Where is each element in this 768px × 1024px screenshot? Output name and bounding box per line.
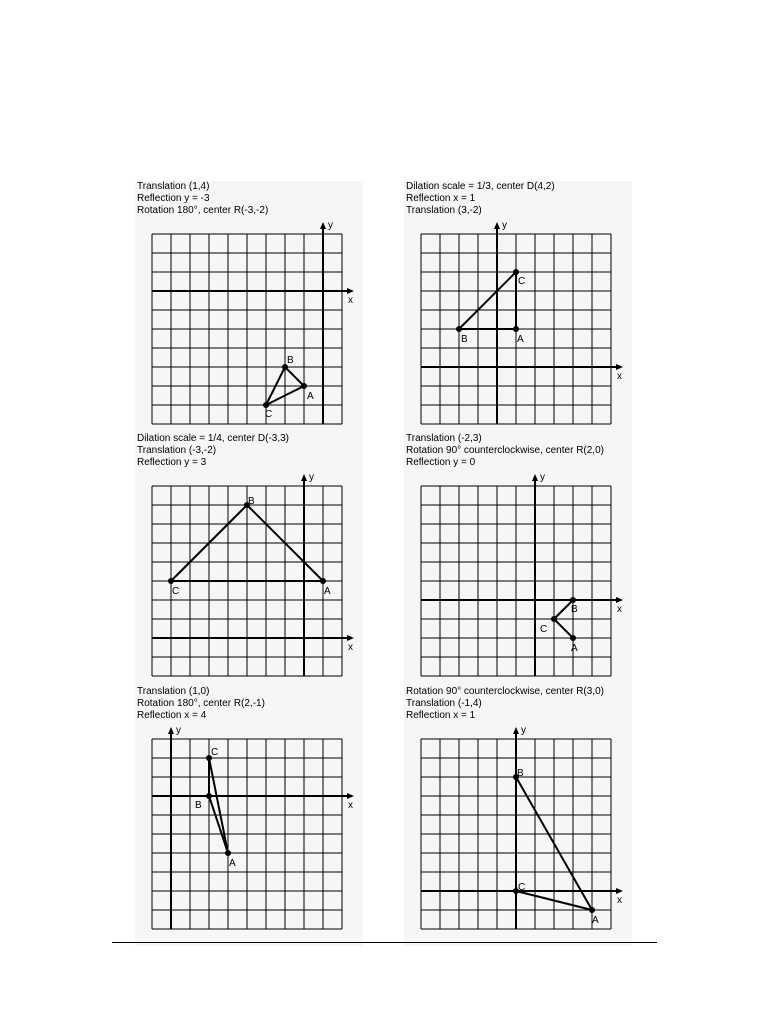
x-axis-arrow	[616, 597, 623, 603]
problem-panel-4	[404, 433, 632, 693]
vertex-label: A	[324, 586, 331, 597]
vertex-point	[570, 597, 576, 603]
vertex-point	[320, 578, 326, 584]
y-axis-label: y	[540, 472, 545, 483]
caption-line: Reflection y = 3	[137, 457, 207, 468]
problem-panel-6	[404, 686, 632, 946]
x-axis-arrow	[347, 793, 354, 799]
triangle-side	[554, 619, 573, 638]
caption-line: Translation (-1,4)	[406, 698, 482, 709]
vertex-point	[301, 383, 307, 389]
vertex-point	[225, 850, 231, 856]
caption-line: Rotation 90° counterclockwise, center R(2,0)	[406, 445, 604, 456]
vertex-label: C	[172, 586, 180, 597]
caption-line: Dilation scale = 1/4, center D(-3,3)	[137, 433, 290, 444]
caption-line: Translation (1,4)	[137, 181, 210, 192]
vertex-label: C	[540, 624, 548, 635]
triangle-side	[285, 367, 304, 386]
y-axis-label: y	[328, 220, 333, 231]
y-axis-arrow	[168, 727, 174, 734]
vertex-label: A	[229, 858, 236, 869]
y-axis-arrow	[513, 727, 519, 734]
caption-line: Rotation 180°, center R(2,-1)	[137, 698, 265, 709]
caption-line: Reflection y = -3	[137, 193, 210, 204]
caption-line: Reflection x = 1	[406, 710, 476, 721]
caption-line: Reflection x = 1	[406, 193, 476, 204]
caption-line: Reflection y = 0	[406, 457, 476, 468]
vertex-label: A	[517, 334, 524, 345]
vertex-label: C	[211, 747, 219, 758]
vertex-label: B	[195, 800, 202, 811]
x-axis-label: x	[617, 371, 622, 382]
problem-panel-5	[135, 686, 363, 946]
y-axis-label: y	[309, 472, 314, 483]
coordinate-grid	[135, 433, 363, 693]
vertex-label: A	[307, 391, 314, 402]
vertex-point	[551, 616, 557, 622]
x-axis-arrow	[347, 288, 354, 294]
coordinate-grid	[404, 686, 632, 946]
coordinate-grid	[404, 181, 632, 441]
vertex-point	[456, 326, 462, 332]
caption-line: Translation (3,-2)	[406, 205, 482, 216]
vertex-label: B	[287, 355, 294, 366]
y-axis-arrow	[301, 474, 307, 481]
x-axis-arrow	[616, 888, 623, 894]
coordinate-grid	[135, 181, 363, 441]
vertex-point	[168, 578, 174, 584]
caption-line: Translation (-2,3)	[406, 433, 482, 444]
vertex-label: C	[518, 276, 526, 287]
x-axis-label: x	[348, 642, 353, 653]
vertex-point	[589, 907, 595, 913]
problem-panel-1	[135, 181, 363, 441]
y-axis-arrow	[494, 222, 500, 229]
y-axis-arrow	[532, 474, 538, 481]
y-axis-label: y	[521, 725, 526, 736]
x-axis-label: x	[617, 604, 622, 615]
vertex-point	[570, 635, 576, 641]
y-axis-label: y	[502, 220, 507, 231]
y-axis-arrow	[320, 222, 326, 229]
x-axis-label: x	[348, 800, 353, 811]
caption-line: Reflection x = 4	[137, 710, 207, 721]
vertex-label: A	[571, 643, 578, 654]
x-axis-label: x	[348, 295, 353, 306]
caption-line: Translation (1,0)	[137, 686, 210, 697]
footer-rule	[112, 942, 657, 943]
vertex-label: B	[461, 334, 468, 345]
caption-line: Rotation 90° counterclockwise, center R(3,0)	[406, 686, 604, 697]
x-axis-arrow	[616, 364, 623, 370]
problem-panel-3	[135, 433, 363, 693]
vertex-label: B	[517, 768, 524, 779]
vertex-point	[513, 326, 519, 332]
triangle-side	[459, 272, 516, 329]
caption-line: Translation (-3,-2)	[137, 445, 217, 456]
y-axis-label: y	[176, 725, 181, 736]
x-axis-label: x	[617, 895, 622, 906]
vertex-label: A	[592, 915, 599, 926]
vertex-label: C	[518, 882, 526, 893]
problem-panel-2	[404, 181, 632, 441]
vertex-point	[206, 793, 212, 799]
vertex-label: C	[265, 409, 273, 420]
x-axis-arrow	[347, 635, 354, 641]
coordinate-grid	[135, 686, 363, 946]
caption-line: Rotation 180°, center R(-3,-2)	[137, 205, 269, 216]
vertex-point	[263, 402, 269, 408]
vertex-label: B	[248, 496, 255, 507]
vertex-point	[513, 269, 519, 275]
vertex-label: B	[571, 604, 578, 615]
caption-line: Dilation scale = 1/3, center D(4,2)	[406, 181, 555, 192]
coordinate-grid	[404, 433, 632, 693]
